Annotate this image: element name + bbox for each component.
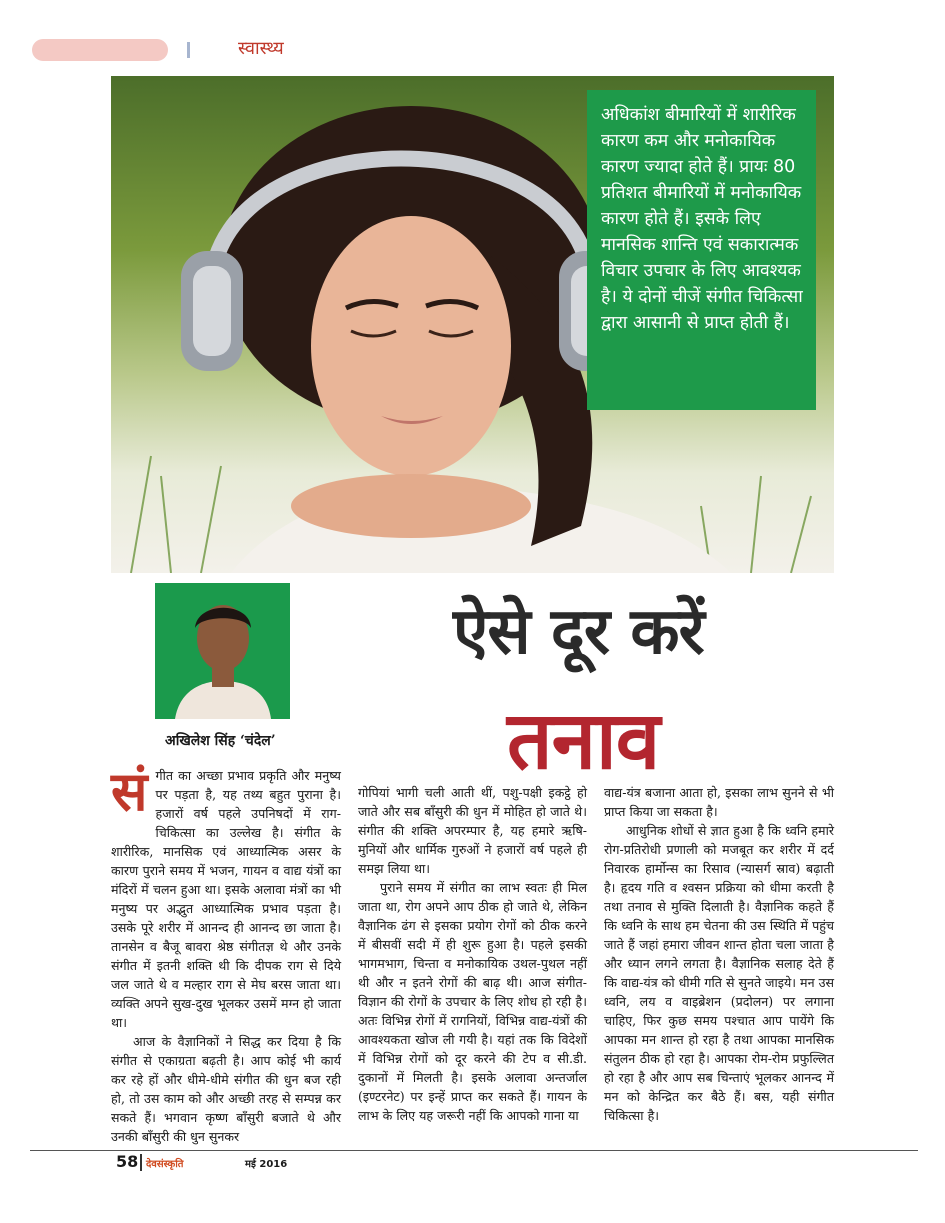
article-column-3 <box>604 783 834 1125</box>
header-divider <box>187 42 190 58</box>
section-label: स्वास्थ्य <box>238 38 284 59</box>
footer-divider <box>140 1154 142 1171</box>
page-number: 58 <box>116 1152 139 1171</box>
article-paragraph: वाद्य-यंत्र बजाना आता हो, इसका लाभ सुनने से भी प्राप्त किया जा सकता है। <box>604 785 834 819</box>
article-paragraph: आधुनिक शोधों से ज्ञात हुआ है कि ध्वनि हमारे रोग-प्रतिरोधी प्रणाली को मजबूत कर शरीर में दर्द निवारक हार्मोन्स का रिसाव (न्यासर्ग स्राव) बढ़ाती है। हृदय गति व श्वसन प्रक्रिया को धीमा करती है तथा तनाव से मुक्ति दिलाती है। वैज्ञानिक कहते हैं कि ध्वनि के साथ हम चेतना की उस स्थिति में पहुंच जाते हैं जहां हमारा जीवन शान्त होता चला जाता है और ध्यान लगने लगता है। वैज्ञानिक सलाह देते हैं कि वाद्य-यंत्र को धीमी गति से सुनते जाइये। मन उस ध्वनि, लय व वाइब्रेशन (प्रदोलन) पर लगाना चाहिए, फिर कुछ समय पश्चात आप पायेंगे कि आपका मन शान्त हो रहा है तथा आपका मानसिक संतुलन ठीक हो रहा है। आपका रोम-रोम प्रफुल्लित हो रहा है और आप सब चिन्ताएं भूलकर आनन्द में मन को केन्द्रित कर बैठे हैं। बस, यही संगीत चिकित्सा है। <box>604 823 834 1123</box>
article-paragraph: आज के वैज्ञानिकों ने सिद्ध कर दिया है कि संगीत से एकाग्रता बढ़ती है। आप कोई भी कार्य कर रहे हों और धीमे-धीमे संगीत की धुन बज रही हो, तो उस काम को और अच्छी तरह से सम्पन्न कर सकते हैं। भगवान कृष्ण बाँसुरी बजाते थे और उनकी बाँसुरी की धुन सुनकर <box>111 1034 341 1144</box>
highlight-quote-box: अधिकांश बीमारियों में शारीरिक कारण कम और मनोकायिक कारण ज्यादा होते हैं। प्रायः 80 प्रतिशत बीमारियों में मनोकायिक कारण होते हैं। इसके लिए मानसिक शान्ति एवं सकारात्मक विचार उपचार के लिए आवश्यक है। ये दोनों चीजें संगीत चिकित्सा द्वारा आसानी से प्राप्त होती हैं। <box>587 90 816 410</box>
issue-date: मई 2016 <box>245 1159 288 1170</box>
article-column-1 <box>111 760 341 1146</box>
article-paragraph: गोपियां भागी चली आती थीं, पशु-पक्षी इकट्ठे हो जाते और सब बाँसुरी की धुन में मोहित हो जाते थे। संगीत की शक्ति अपरम्पार है, यह हमारे ऋषि-मुनियों और धार्मिक गुरुओं ने हजारों वर्ष पहले ही समझ लिया था। <box>358 785 587 876</box>
drop-cap: सं <box>111 760 148 823</box>
author-photo <box>155 583 290 719</box>
headline-line-1: ऐसे दूर करें <box>453 595 704 669</box>
magazine-name: देवसंस्कृति <box>146 1159 184 1170</box>
article-paragraph: गीत का अच्छा प्रभाव प्रकृति और मनुष्य पर पड़ता है, यह तथ्य बहुत पुराना है। हजारों वर्ष पहले उपनिषदों में राग-चिकित्सा का उल्लेख है। संगीत के शारीरिक, मानसिक एवं आध्यात्मिक असर के कारण पुराने समय में भजन, गायन व वाद्य यंत्रों का मंदिरों में चलन हुआ था। इसके अलावा मंत्रों का भी मनुष्य पर अद्भुत आध्यात्मिक प्रभाव पड़ता है। उसके पूरे शरीर में आनन्द ही आनन्द छा जाता है। तानसेन व बैजू बावरा श्रेष्ठ संगीतज्ञ थे और उनके संगीत में इतनी शक्ति थी कि दीपक राग से दिये जल जाते थे व मल्हार राग से मेघ बरस जाता था। व्यक्ति अपने सुख-दुख भूलकर उसमें मग्न हो जाता था। <box>111 768 341 1030</box>
article-column-2 <box>358 783 587 1125</box>
author-name: अखिलेश सिंह ‘चंदेल’ <box>165 733 276 749</box>
headline-line-2: तनाव <box>507 694 660 787</box>
header-decor-pill <box>32 39 168 61</box>
author-portrait <box>155 583 290 719</box>
footer-rule <box>30 1150 918 1151</box>
article-paragraph: पुराने समय में संगीत का लाभ स्वतः ही मिल जाता था, रोग अपने आप ठीक हो जाते थे, लेकिन वैज्ञानिक ढंग से इसका प्रयोग रोगों को ठीक करने में बीसवीं सदी में ही शुरू हुआ है। पहले इसकी भागमभाग, चिन्ता व मनोकायिक उथल-पुथल नहीं थी और न इतने रोगों की बाढ़ थी। आज संगीत-विज्ञान की रोगों के उपचार के लिए शोध हो रही है। अतः विभिन्न रोगों में रागनियों, विभिन्न वाद्य-यंत्रों की आवश्यकता खोज ली गयी है। यहां तक कि विदेशों में विभिन्न रोगों को दूर करने की टेप व सी.डी. दुकानों में मिलती है। इसके अलावा अन्तर्जाल (इण्टरनेट) पर इन्हें प्राप्त कर सकते हैं। गायन के लाभ के लिए यह जरूरी नहीं कि आपको गाना या <box>358 880 587 1123</box>
